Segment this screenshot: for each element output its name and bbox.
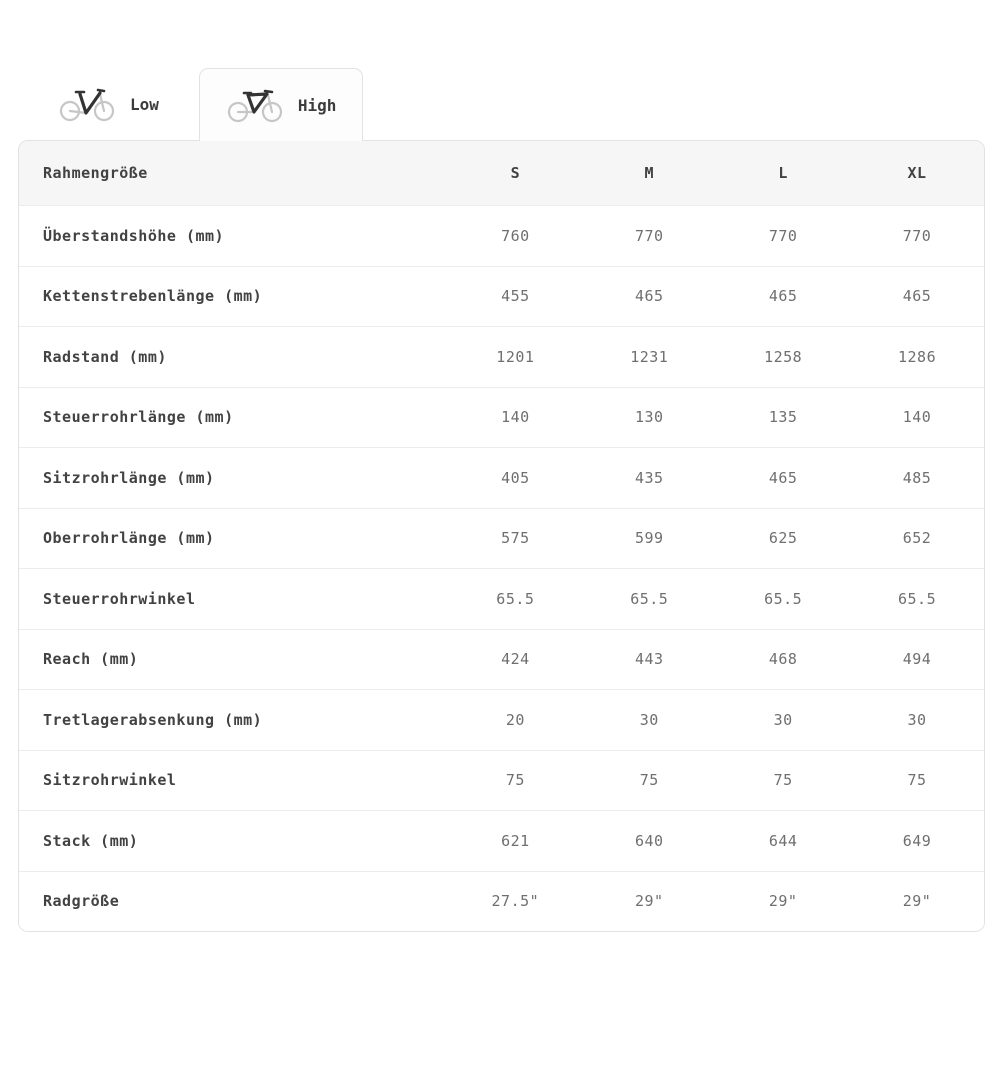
row-value-l: 65.5 (764, 589, 803, 608)
table-row-oberrohrlaenge (19, 508, 984, 569)
row-value-m: 29" (634, 892, 664, 911)
row-value-xl: 29" (902, 892, 932, 911)
row-label: Stack (mm) (43, 831, 139, 850)
row-value-m: 130 (634, 408, 664, 427)
row-value-l: 465 (768, 468, 798, 487)
column-header-m: M (644, 164, 655, 182)
row-label: Steuerrohrwinkel (43, 589, 196, 608)
row-value-l: 770 (768, 226, 798, 245)
table-row-sitzrohrlaenge (19, 447, 984, 508)
row-value-l: 1258 (764, 347, 803, 366)
frame-style-tabs (18, 68, 985, 140)
column-header-xl: XL (907, 164, 927, 182)
row-label: Steuerrohrlänge (mm) (43, 408, 234, 427)
row-value-s: 760 (501, 226, 530, 245)
row-value-xl: 485 (902, 468, 932, 487)
row-label: Radgröße (43, 892, 120, 911)
row-label: Oberrohrlänge (mm) (43, 529, 215, 548)
row-label: Radstand (mm) (43, 347, 167, 366)
tab-high-label: High (297, 95, 337, 115)
row-value-s: 621 (501, 831, 530, 850)
row-value-s: 20 (505, 710, 525, 729)
row-value-l: 30 (773, 710, 793, 729)
row-label: Sitzrohrlänge (mm) (43, 468, 215, 487)
row-value-s: 27.5" (491, 892, 540, 911)
row-label: Reach (mm) (43, 650, 139, 669)
tab-high[interactable] (199, 68, 364, 141)
table-row-reach (19, 629, 984, 690)
row-value-xl: 494 (902, 650, 932, 669)
row-label: Kettenstrebenlänge (mm) (43, 287, 263, 306)
row-value-s: 575 (501, 529, 530, 548)
row-value-m: 435 (634, 468, 664, 487)
row-label: Überstandshöhe (mm) (43, 226, 225, 245)
table-row-steuerrohrlaenge (19, 387, 984, 448)
row-value-xl: 140 (902, 408, 932, 427)
bike-low-icon (58, 83, 116, 125)
geometry-table (18, 140, 985, 932)
row-value-m: 770 (634, 226, 664, 245)
row-value-m: 1231 (630, 347, 669, 366)
row-value-l: 135 (768, 408, 798, 427)
column-header-s: S (510, 164, 521, 182)
row-value-xl: 65.5 (897, 589, 937, 608)
row-value-xl: 652 (902, 529, 932, 548)
row-value-xl: 649 (902, 831, 932, 850)
row-value-m: 465 (634, 287, 664, 306)
table-row-stack (19, 810, 984, 871)
row-value-xl: 75 (907, 771, 927, 790)
row-value-m: 640 (634, 831, 664, 850)
tab-low-label: Low (130, 94, 159, 114)
row-value-l: 468 (768, 650, 798, 669)
column-header-l: L (778, 164, 788, 182)
row-value-l: 644 (768, 831, 798, 850)
row-value-s: 75 (505, 771, 525, 790)
row-label: Sitzrohrwinkel (43, 771, 177, 790)
row-value-m: 443 (634, 650, 664, 669)
row-value-s: 65.5 (496, 589, 535, 608)
row-label: Tretlagerabsenkung (mm) (43, 710, 263, 729)
table-row-tretlagerabsenkung (19, 689, 984, 750)
row-value-xl: 770 (902, 226, 932, 245)
row-value-m: 599 (634, 529, 664, 548)
row-value-m: 75 (639, 771, 659, 790)
row-value-s: 455 (501, 287, 530, 306)
row-value-s: 140 (501, 408, 530, 427)
row-value-l: 465 (768, 287, 798, 306)
table-row-radstand (19, 326, 984, 387)
table-row-sitzrohrwinkel (19, 750, 984, 811)
geometry-panel (18, 68, 985, 932)
row-value-xl: 30 (907, 710, 927, 729)
row-value-s: 424 (501, 650, 530, 669)
row-value-xl: 1286 (897, 347, 937, 366)
row-value-m: 65.5 (630, 589, 669, 608)
header-label: Rahmengröße (43, 164, 148, 182)
table-row-ueberstandshoehe (19, 205, 984, 266)
row-value-m: 30 (639, 710, 659, 729)
row-value-xl: 465 (902, 287, 932, 306)
tab-low[interactable] (32, 68, 185, 140)
row-value-l: 75 (773, 771, 793, 790)
bike-high-icon (226, 84, 284, 126)
row-value-s: 405 (501, 468, 530, 487)
table-row-kettenstrebenlaenge (19, 266, 984, 327)
row-value-l: 625 (768, 529, 798, 548)
row-value-l: 29" (768, 892, 798, 911)
table-row-radgroesse (19, 871, 984, 932)
table-header-row (19, 141, 984, 205)
table-row-steuerrohrwinkel (19, 568, 984, 629)
row-value-s: 1201 (496, 347, 535, 366)
